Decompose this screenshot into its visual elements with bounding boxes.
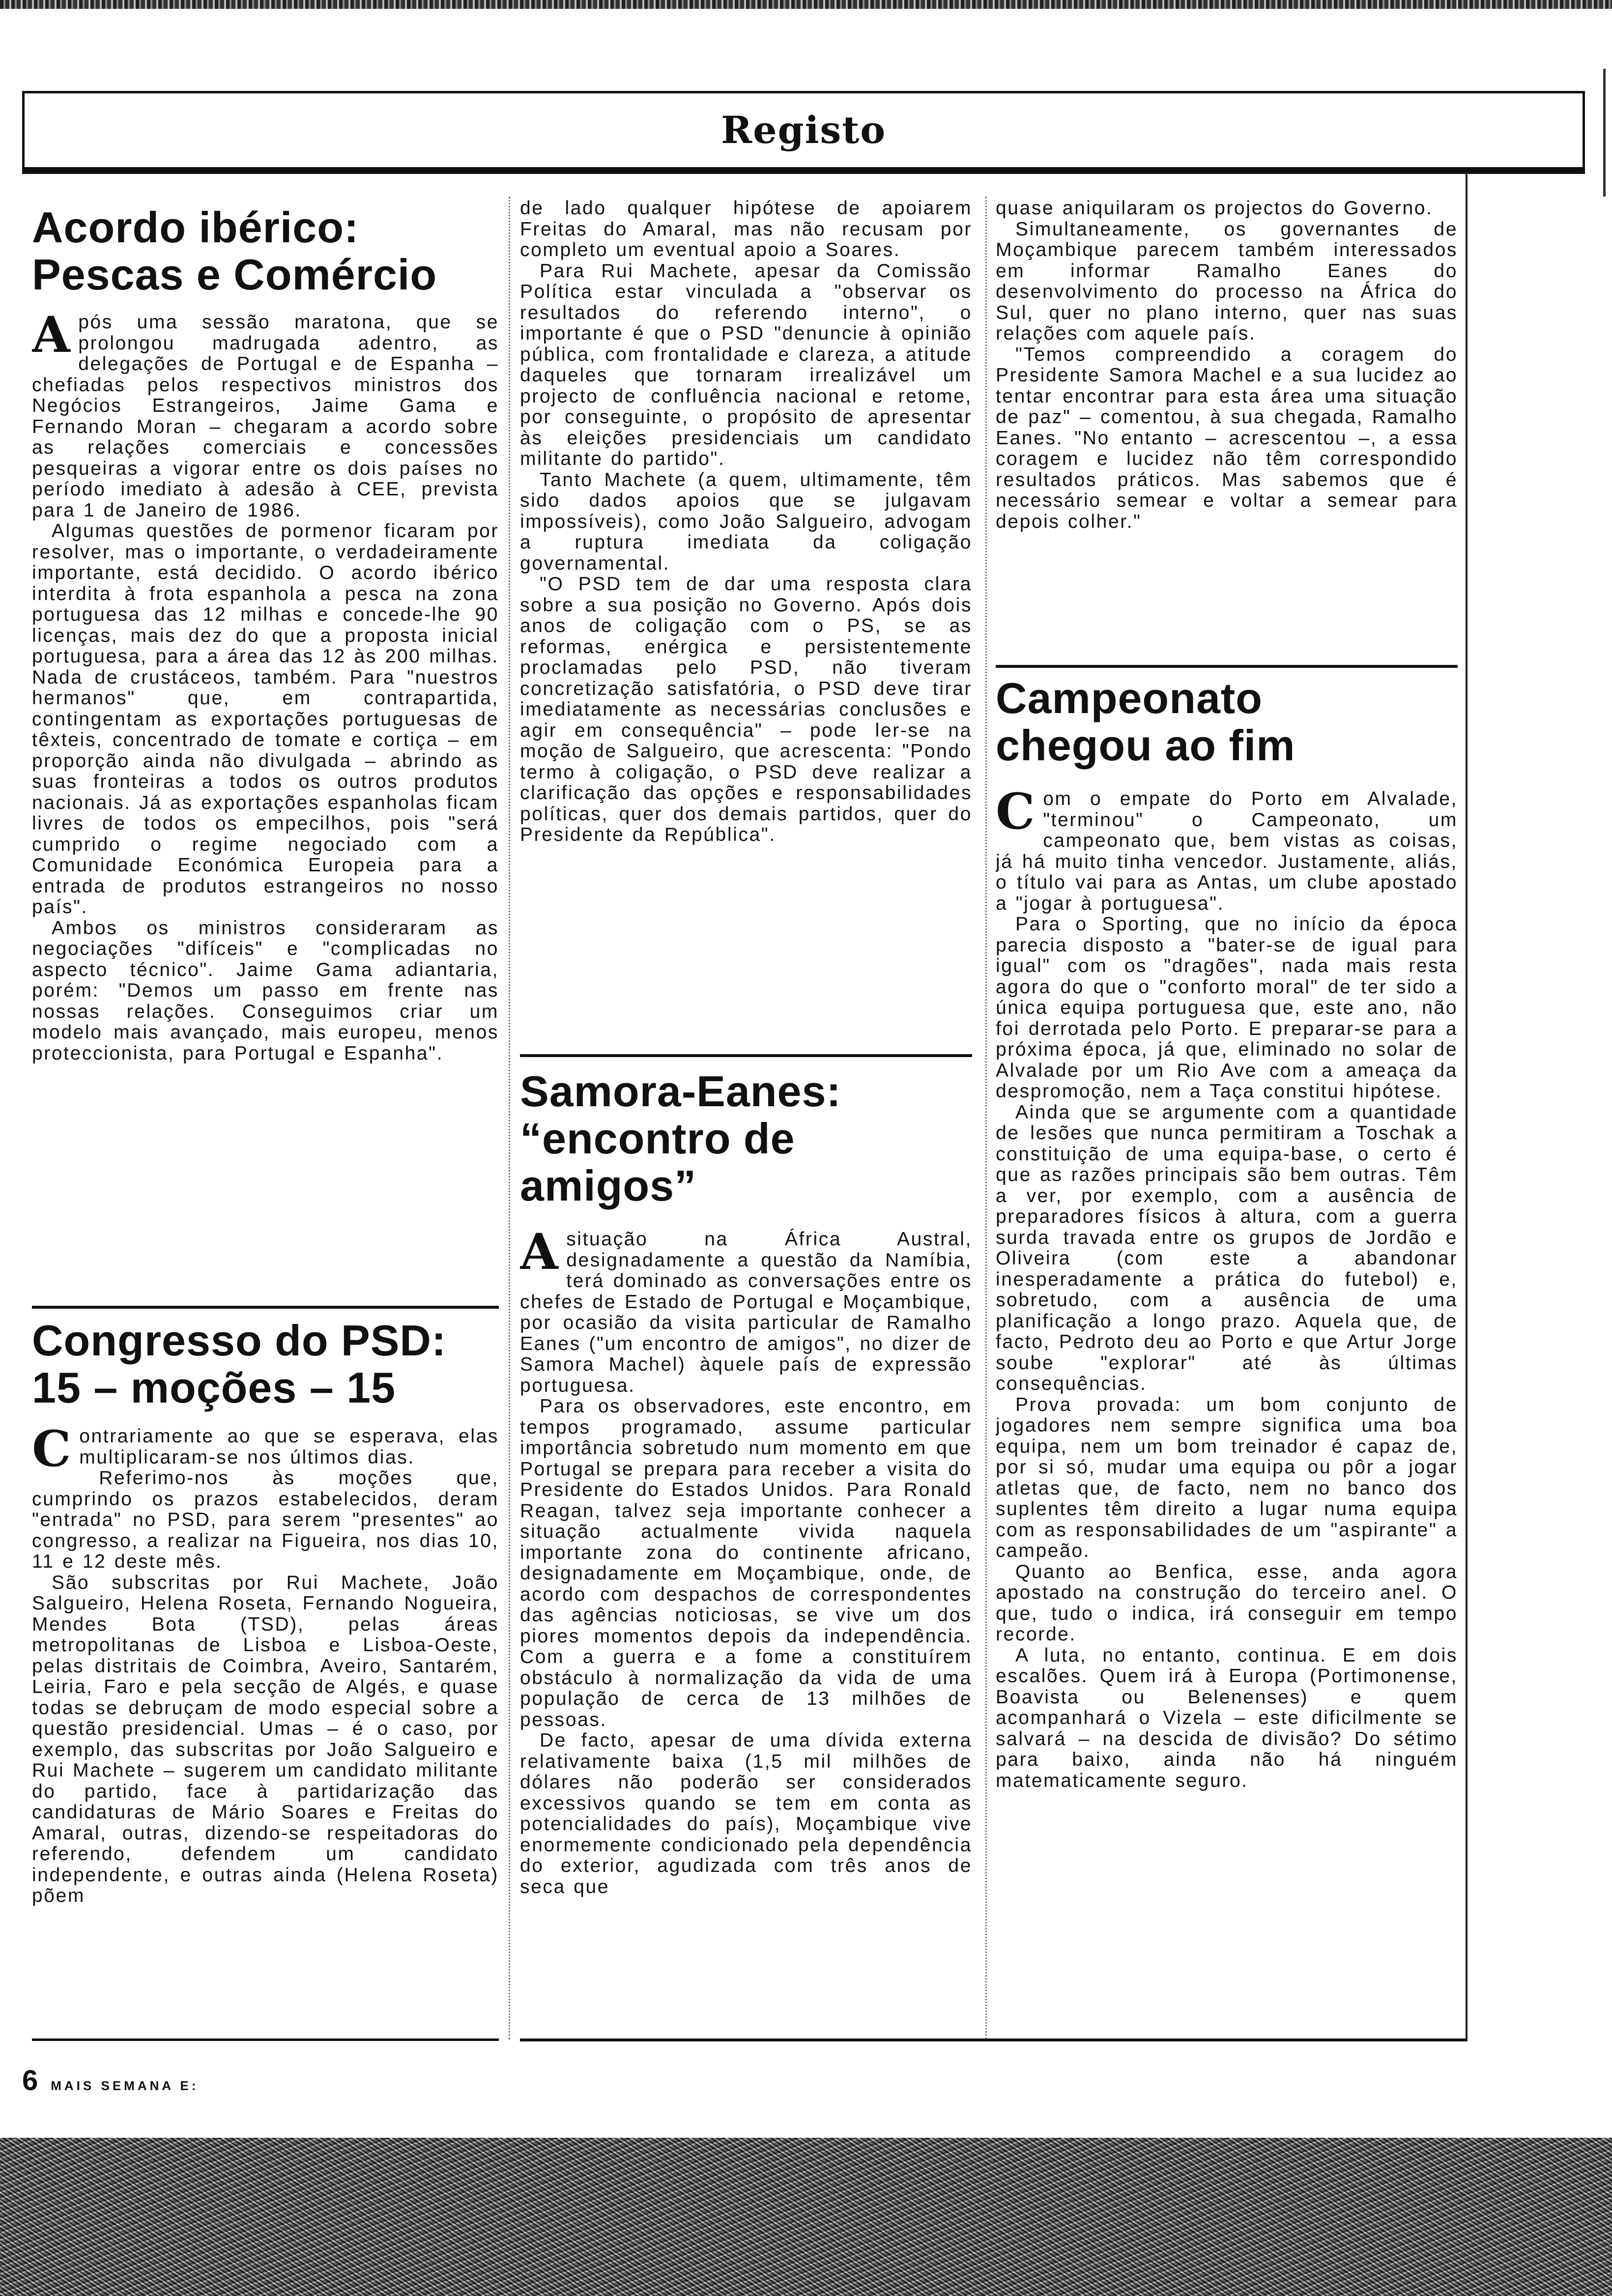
publication-name: MAIS SEMANA E: [51,2078,199,2093]
paragraph: Ainda que se argumente com a quantidade de lesões que nunca permitiram a Toschak a constituição de uma equipa-base, o certo é que as razões principais são bem outras. Têm a ver, por exemplo, com a ausência de preparadores físicos à altura, com a guerra surda travada entre os grupos de Jordão e Oliveira (com este a abandonar inesperadamente a prática do futebol) e, sobretudo, com a ausência de uma planificação a longo prazo. Aquela que, de facto, Pedroto deu ao Porto e que Artur Jorge soube "explorar" até às últimas consequências. [996,1101,1458,1394]
column-divider [509,197,510,2039]
box-frame-right [1466,173,1468,2040]
paragraph: Simultaneamente, os governantes de Moçambique parecem também interessados em informar Ramalho Eanes do desenvolvimento do processo na África do Sul, quer no plano interno, quer nas suas relações com aquele país. [996,218,1458,344]
article-congresso [32,1317,499,2039]
section-title: Registo [720,108,887,152]
article-body [520,1223,972,1897]
paragraph: Algumas questões de pormenor ficaram por resolver, mas o importante, o verdadeiramente importante, está decidido. O acordo ibérico interdita à frota espanhola a pesca na zona portuguesa das 12 milhas e concede-lhe 90 licenças, mais dez do que a proposta inicial portuguesa, para a área das 12 às 200 milhas. Nada de crustáceos, também. Para "nuestros hermanos" que, em contrapartida, contingentam as exportações portuguesas de têxteis, concentrado de tomate e cortiça – em proporção ainda não divulgada – abrindo as suas fronteiras a todos os outros produtos nacionais. Já as exportações espanholas ficam livres de todos os empecilhos, pois "será cumprido o regime negociado com a Comunidade Económica Europeia para a entrada de produtos estrangeiros no nosso país". [32,520,499,918]
header-rule [22,167,1585,174]
paragraph: de lado qualquer hipótese de apoiarem Freitas do Amaral, mas não recusam por completo um eventual apoio a Soares. [520,198,972,260]
drop-cap: C [32,1420,73,1478]
headline-acordo: Acordo ibérico: Pescas e Comércio [32,204,437,299]
paragraph: "O PSD tem de dar uma resposta clara sobre a sua posição no Governo. Após dois anos de coligação com o PS, se as reformas, enérgica e persistentemente proclamadas pelo PSD, não tiveram concretização satisfatória, o PSD deve tirar imediatamente as necessárias conclusões e agir em consequência" – pode ler-se na moção de Salgueiro, que acrescenta: "Pondo termo à coligação, o PSD deve realizar a clarificação das opções e responsabilidades políticas, quer dos demais partidos, quer do Presidente da República". [520,574,972,845]
drop-cap: A [32,306,72,364]
article-samora-continued [996,198,1458,662]
article-acordo [32,204,499,1305]
paragraph: quase aniquilaram os projectos do Governo. [996,198,1433,219]
article-separator [996,665,1458,668]
headline-samora: Samora-Eanes: “encontro de amigos” [520,1068,841,1210]
paragraph: A luta, no entanto, continua. E em dois escalões. Quem irá à Europa (Portimonense, Boavista ou Belenenses) e quem acompanhará o Vizela – este dificilmente se salvará – na descida de divisão? Do sétimo para baixo, ainda não há ninguém matematicamente seguro. [996,1644,1458,1791]
article-body [996,782,1458,1791]
page-footer [22,2064,199,2097]
page-number: 6 [22,2065,38,2096]
paragraph: Prova provada: um bom conjunto de jogadores nem sempre significa uma boa equipa, nem um bom treinador é capaz de, por si só, mudar uma equipa ou pôr a jogar atletas que, de facto, nem no banco dos suplentes têm direito a lugar numa equipa com as responsabilidades de um "aspirante" a campeão. [996,1394,1458,1561]
paragraph: Para o Sporting, que no início da época parecia disposto a "bater-se de igual para igual" com os "dragões", nada mais resta agora do que o "conforto moral" de ter sido a única equipa portuguesa que, este ano, não foi derrotada pelo Porto. E preparar-se para a próxima época, já que, eliminado no solar de Alvalade por um Rio Ave com a ameaça da despromoção, nem a Taça constitui hipótese. [996,914,1458,1102]
article-campeonato [996,675,1458,2038]
headline-campeonato: Campeonato chegou ao fim [996,675,1295,770]
scan-edge-noise [0,0,1612,9]
paragraph: Após uma sessão maratona, que se prolongou madrugada adentro, as delegações de Portugal e de Espanha – chefiadas pelos respectivos ministros dos Negócios Estrangeiros, Jaime Gama e Fernando Moran – chegaram a acordo sobre as relações comerciais e concessões pesqueiras a vigorar entre os dois países no período imediato à adesão à CEE, prevista para 1 de Janeiro de 1986. [32,306,499,521]
column-1-bottom-rule [32,2038,499,2041]
drop-cap: C [996,782,1036,840]
section-header [22,91,1585,170]
scan-edge-mark [1603,69,1606,197]
paragraph: Para Rui Machete, apesar da Comissão Política estar vinculada a "observar os resultados do referendo interno", o importante é que o PSD "denuncie à opinião pública, com frontalidade e clareza, a atitude daqueles que tornaram irrealizável um projecto de confluência nacional e retome, por conseguinte, o propósito de apresentar às eleições presidenciais um candidato militante do partido". [520,260,972,469]
paragraph: Ambos os ministros consideraram as negociações "difíceis" e "complicadas no aspecto técnico". Jaime Gama adiantaria, porém: "Demos um passo em frente nas nossas relações. Conseguimos criar um modelo mais avançado, mais europeu, menos proteccionista, para Portugal e Espanha". [32,917,499,1064]
article-body [32,1420,499,1907]
headline-congresso: Congresso do PSD: 15 – moções – 15 [32,1317,447,1412]
scan-noise-band [0,2138,1612,2296]
paragraph: De facto, apesar de uma dívida externa relativamente baixa (1,5 mil milhões de dólares não poderão ser considerados excessivos quando se tem em conta as potencialidades do país), Moçambique vive enormemente condicionado pela dependência do exterior, agudizada com três anos de seca que [520,1730,972,1897]
article-body [32,306,499,1064]
paragraph: Quanto ao Benfica, esse, anda agora apostado na construção do terceiro anel. O que, tudo o indica, irá conseguir em tempo recorde. [996,1561,1458,1645]
column-1 [32,194,499,2042]
paragraph: Contrariamente ao que se esperava, elas multiplicaram-se nos últimos dias. [32,1420,499,1478]
article-separator [32,1306,499,1309]
paragraph: Para os observadores, este encontro, em tempos programado, assume particular importância sobretudo num momento em que Portugal se prepara para receber a visita do Presidente do Estados Unidos. Para Ronald Reagan, talvez seja importante conhecer a situação actualmente vivida naquela importante zona do continente africano, designadamente em Moçambique, onde, de acordo com despachos de correspondentes das agências noticiosas, se vive um dos piores momentos depois da independência. Com a guerra e a fome a constituírem obstáculo à normalização da vida de uma população de cerca de 13 milhões de pessoas. [520,1396,972,1730]
column-divider [985,197,987,2039]
article-samora [520,1068,972,2038]
article-separator [520,1054,972,1057]
paragraph: São subscritas por Rui Machete, João Salgueiro, Helena Roseta, Fernando Nogueira, Mendes Bota (TSD), pelas áreas metropolitanas de Lisboa e Lisboa-Oeste, pelas distritais de Coimbra, Aveiro, Santarém, Leiria, Faro e pela secção de Algés, e quase todas se debruçam de modo especial sobre a questão presidencial. Umas – é o caso, por exemplo, das subscritas por João Salgueiro e Rui Machete – sugerem um candidato militante do partido, face à partidarização das candidaturas de Mário Soares e Freitas do Amaral, outras, dizendo-se respeitadoras do referendo, defendem um candidato independente, e outras ainda (Helena Roseta) põem [32,1572,499,1906]
drop-cap: A [520,1223,560,1281]
box-frame-bottom [520,2038,1468,2041]
paragraph: Com o empate do Porto em Alvalade, "terminou" o Campeonato, um campeonato que, bem vistas as coisas, já há muito tinha vencedor. Justamente, aliás, o título vai para as Antas, um clube apostado a "jogar à portuguesa". [996,782,1458,914]
column-2 [520,198,972,2038]
paragraph: Referimo-nos às moções que, cumprindo os prazos estabelecidos, deram "entrada" no PSD, para serem "presentes" ao congresso, a realizar na Figueira, nos dias 10, 11 e 12 deste mês. [32,1467,499,1572]
article-congresso-continued [520,198,972,1051]
paragraph: Tanto Machete (a quem, ultimamente, têm sido dados apoios que se julgavam impossíveis), como João Salgueiro, advogam a ruptura imediata da coligação governamental. [520,469,972,574]
paragraph: "Temos compreendido a coragem do Presidente Samora Machel e a sua lucidez ao tentar encontrar para esta área uma situação de paz" – comentou, à sua chegada, Ramalho Eanes. "No entanto – acrescentou –, a essa coragem e lucidez não têm correspondido resultados práticos. Mas sabemos que é necessário semear e voltar a semear para depois colher." [996,344,1458,532]
column-3 [996,198,1458,2038]
paragraph: A situação na África Austral, designadamente a questão da Namíbia, terá dominado as conversações entre os chefes de Estado de Portugal e Moçambique, por ocasião da visita particular de Ramalho Eanes ("um encontro de amigos", no dizer de Samora Machel) àquele país de expressão portuguesa. [520,1223,972,1396]
